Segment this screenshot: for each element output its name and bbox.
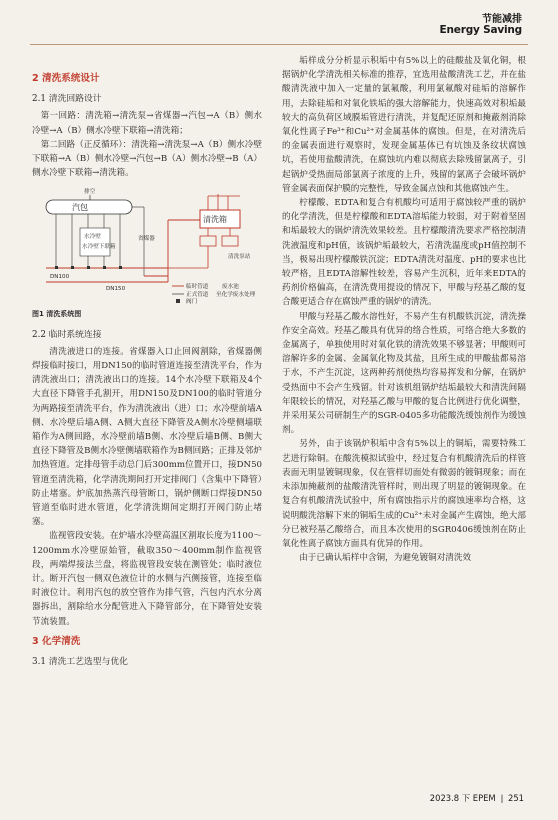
dn150-label: DN150 [106,286,126,293]
header-rule [30,44,528,45]
economizer-label: 省煤器 [138,236,155,243]
header-title-zh: 节能减排 [482,14,522,25]
page-footer: 2023.8 下 EPEM ❘ 251 [429,793,524,803]
right-paragraph-4: 另外，由于该锅炉积垢中含有5%以上的铜垢，需要特殊工艺进行除铜。在酸洗模拟试验中，经过复合有机酸清洗后的样管表面无明显镀铜现象，仅在管样切面处有微弱的镀铜现象；而在未添加掩蔽剂的盐酸清洗管样时，则出现了明显的镀铜现象。在复合有机酸清洗试验中，所有腐蚀指示片的腐蚀速率均合格，这说明酸洗溶解下来的铜垢生成的Cu²⁺未对金属产生腐蚀，绝大部分已被羟基乙酸络合，而且本次使用的SGR0406缓蚀剂在防止氧化性离子腐蚀方面具有优异的作用。 [282,439,526,549]
pump-station-label: 清洗泵站 [228,254,251,261]
section-2-2-heading: 2.2 临时系统连接 [32,329,102,340]
route-2-text: 第二回路（正反循环）：清洗箱→清洗泵→A（B）侧水冷壁下联箱→A（B）侧水冷壁→汽包→B（A）侧水冷壁→B（A）侧水冷壁下联箱→清洗箱。 [32,139,262,179]
temporary-pipes [46,220,200,282]
header-title-en: Energy Saving [439,24,522,36]
right-paragraph-1: 垢样成分分析显示积垢中有5%以上的硅酸盐及氧化铜，根据锅炉化学清洗相关标准的推荐，宜选用盐酸清洗工艺，并在盐酸清洗液中加入一定量的氯氟酸，利用氯氟酸对硅垢的溶解作用，去除硅垢和对氧化铁垢的强大溶解能力，快速高效对积垢最较大的高负荷区域膜垢管进行清洗，并复配还原剂和掩蔽剂消除氧化性离子Fe³⁺和Cu²⁺对金属基体的腐蚀。但是，在对清洗后的金属表面进行观察时，发现金属基体已有坑蚀及条纹状腐蚀坑，若使用盐酸清洗，在腐蚀坑内难以彻底去除残留氯离子，引起锅炉受热面局部氯离子浓度的上升，残留的氯离子会破坏锅炉管金属表面保护膜的完整性，导致金属点蚀和其他腐蚀产生。 [282,56,526,194]
pump-station-pipes [168,228,238,268]
legend-waste-label: 废水池 [222,284,239,291]
cleaning-system-figure [32,186,260,304]
right-paragraph-2: 柠檬酸、EDTA和复合有机酸均可适用于腐蚀较严重的锅炉的化学清洗，但是柠檬酸和EDTA溶垢能力较弱，对于附着坚固和垢最较大的锅炉清洗效果较差。且柠檬酸清洗要求严格控制清洗液温度和pH值，该锅炉垢最较大，若清洗温度或pH值控制不当，极易出现柠檬酸铁沉淀；EDTA清洗对温度、pH的要求也比较严格，且EDTA溶解性较差，容易产生沉积，近年来EDTA的药剂价格偏高，在清洗费用提设的情况下，甲酸与羟基乙酸的复合酸更适合存在腐蚀严重的锅炉的清洗。 [282,198,526,308]
legend [172,282,256,304]
section-3-heading: 3 化学清洗 [32,635,81,647]
section-2-2-paragraph-2: 监视管段安装。在炉墙水冷壁高温区割取长度为1100～1200mm水冷壁原始管，截取350～400mm制作监视管段，两端焊接法兰盘，将监视管段安装在测管处；临时液位计。断开汽包一侧双色液位计的水侧与汽侧接管，连接至临时液位计。利用汽包的放空管作为排气管，汽包内汽水分离器拆出，割除给水分配管进入下降管部分，在下降管处安装节流装置。 [32,531,262,627]
section-2-2-paragraph-1: 清洗液进口的连接。省煤器入口止回阀割除，省煤器侧焊接临时接口，用DN150的临时管道连接至清洗平台，作为清洗液出口；清洗液出口的连接。14个水冷壁下联箱及4个大直径下降管手孔割开，用DN150及DN100的临时管道分为两路接至清洗平台，作为清洗液出（进）口；水冷壁前墙A侧、水冷壁后墙A侧、A侧大直径下降管及A侧水冷壁侧墙联箱作为A侧回路，水冷壁前墙B侧、水冷壁后墙B侧、B侧大直径下降管及B侧水冷壁侧墙联箱作为B侧回路；正排及邻炉加热管道。定排母管手动总门后300mm位置开口，接DN50管道至清洗箱，化学清洗期间打开定排阀门（含集中下降管）防止堵塞。炉底加热蒸汽母管断口，锅炉侧断口焊接DN50管道至临时进水管道，化学清洗期间定期打开阀门防止堵塞。 [32,346,262,528]
legend-temp-label: 临时管道 [186,284,209,291]
water-wall-label: 水冷壁 [84,234,101,241]
legend-valve-mark [176,299,180,303]
legend-unit-label: 至化学废水处理 [216,292,256,299]
right-column [282,54,526,565]
drum-label: 汽包 [72,203,88,213]
routes [32,109,262,180]
section-2-1-heading: 2.1 清洗回路设计 [32,94,102,105]
figure-caption: 图1 清洗系统图 [32,310,82,319]
section-2-heading: 2 清洗系统设计 [32,73,100,84]
tank-top-pipes [208,194,240,210]
tank-label: 清洗箱 [203,215,227,225]
drum-shape [46,200,132,214]
valve-marks [55,266,122,269]
lower-header-label: 水冷壁下联箱 [82,244,116,251]
legend-valve-label: 阀门 [186,299,198,305]
legend-normal-label: 正式管道 [186,292,209,299]
exhaust-label: 排空 [84,189,96,196]
left-column [32,66,262,672]
cleaning-system-diagram [32,186,260,304]
right-paragraph-5: 由于已确认垢样中含铜，为避免镀铜对清洗效 [299,553,472,564]
route-1-text: 第一回路：清洗箱→清洗泵→省煤器→汽包→A（B）侧水冷壁→A（B）侧水冷壁下联箱→清洗箱； [32,111,262,136]
water-wall-box [80,228,110,256]
dn100-label: DN100 [50,274,70,281]
section-3-1-heading: 3.1 清洗工艺选型与优化 [32,657,128,668]
right-paragraph-3: 甲酸与羟基乙酸水溶性好，不易产生有机酸铁沉淀，清洗操作安全高效。羟基乙酸具有优异的络合性质，可络合绝大多数的金属离子，单独使用时对氧化铁的清洗效果不够显著；甲酸则可溶解许多的金属、金属氧化物及其盐，且所生成的甲酸盐都易溶于水，不产生沉淀，这两种药剂使热均容易挥发和分解，在锅炉受热面中不会产生残留。针对该机组锅炉结垢最较大和清洗间隔年限较长的情况，对羟基乙酸与甲酸的复合比例进行优化调整，并采用某公司研制生产的SGR-0405多功能酸洗缓蚀剂作为缓蚀剂。 [282,311,526,436]
